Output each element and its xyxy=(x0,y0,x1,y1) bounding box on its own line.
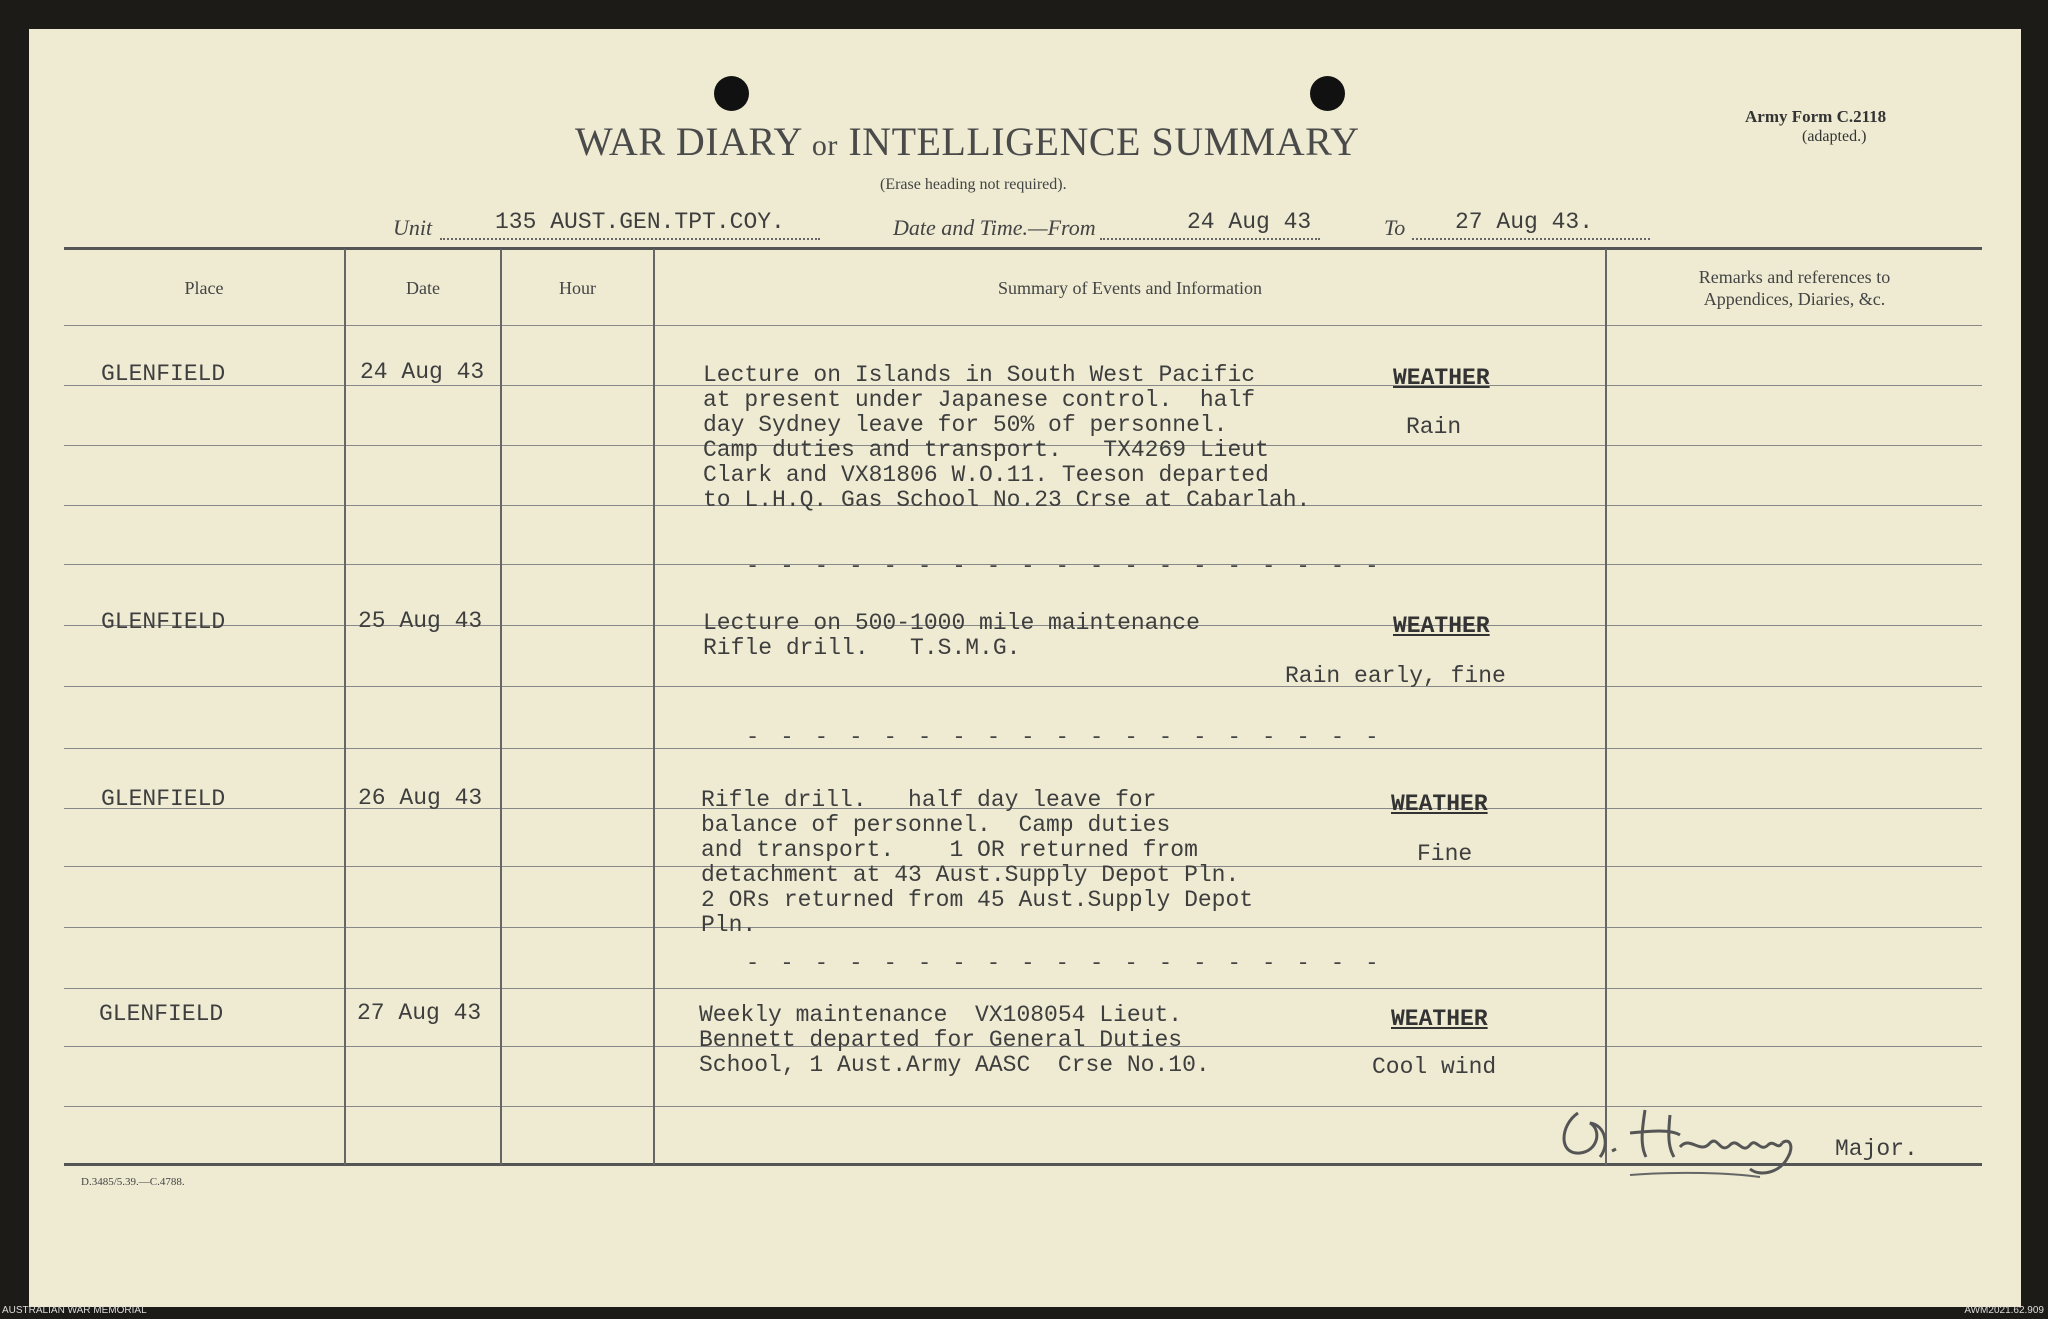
column-header-summary: Summary of Events and Information xyxy=(998,278,1262,298)
ruled-line xyxy=(64,686,1982,687)
entry-2-weather: Rain early, fine xyxy=(1285,663,1506,689)
title-or: or xyxy=(811,129,838,162)
column-header-remarks-line-1: Remarks and references to xyxy=(1698,267,1891,287)
signatory-rank: Major. xyxy=(1835,1136,1918,1162)
form-number: Army Form C.2118 xyxy=(1745,107,1887,126)
column-divider-summary-remarks xyxy=(1605,249,1607,1165)
entry-4-date: 27 Aug 43 xyxy=(357,1000,482,1026)
from-value: 24 Aug 43 xyxy=(1187,209,1312,235)
column-divider-place-date xyxy=(344,249,346,1165)
table-top-border xyxy=(64,247,1982,250)
entry-1-summary: Lecture on Islands in South West Pacific at present under Japanese control. half day Sydney leave for 50% of personnel. Camp duties and transport. TX4269 Lieut Clark and VX81806 W.O.11. Teeson departed to L.H.Q. Gas School No.23 Crse at Cabarlah. xyxy=(703,362,1311,513)
title-rest: INTELLIGENCE SUMMARY xyxy=(848,119,1360,164)
to-dotted-line xyxy=(1412,238,1650,240)
entry-3-place: GLENFIELD xyxy=(101,786,226,812)
to-label: To xyxy=(1384,215,1406,240)
date-time-label: Date and Time.—From xyxy=(893,215,1096,240)
unit-label: Unit xyxy=(393,215,433,240)
entry-2-date: 25 Aug 43 xyxy=(358,608,483,634)
column-divider-hour-summary xyxy=(653,249,655,1165)
punch-hole-right xyxy=(1310,76,1345,111)
unit-dotted-line xyxy=(440,238,820,240)
entry-3-date: 26 Aug 43 xyxy=(358,785,483,811)
column-header-remarks-line-2: Appendices, Diaries, &c. xyxy=(1703,289,1886,309)
entry-2-weather-label: WEATHER xyxy=(1393,613,1490,639)
entry-4-weather-label: WEATHER xyxy=(1391,1006,1488,1032)
ruled-line xyxy=(64,988,1982,989)
page-title xyxy=(575,118,1359,165)
entry-3-summary: Rifle drill. half day leave for balance of personnel. Camp duties and transport. 1 OR returned from detachment at 43 Aust.Supply Depot Pln. 2 ORs returned from 45 Aust.Supply Depot Pln. xyxy=(701,787,1254,938)
credit-right: AWM2021.62.909 xyxy=(1964,1305,2044,1316)
header-bottom-rule xyxy=(64,325,1982,326)
column-header-hour: Hour xyxy=(559,278,596,298)
from-dotted-line xyxy=(1100,238,1320,240)
entry-3-weather: Fine xyxy=(1417,841,1473,867)
entry-2-place: GLENFIELD xyxy=(101,609,226,635)
entry-1-weather-label: WEATHER xyxy=(1393,365,1490,391)
print-code: D.3485/5.39.—C.4788. xyxy=(81,1176,185,1188)
subtitle: (Erase heading not required). xyxy=(880,176,1067,193)
entry-4-summary: Weekly maintenance VX108054 Lieut. Bennett departed for General Duties School, 1 Aust.Army AASC Crse No.10. xyxy=(699,1002,1210,1078)
punch-hole-left xyxy=(714,76,749,111)
entry-1-place: GLENFIELD xyxy=(101,361,226,387)
form-adapted: (adapted.) xyxy=(1802,128,1867,145)
column-header-date: Date xyxy=(406,278,440,298)
entry-2-summary: Lecture on 500-1000 mile maintenance Rifle drill. T.S.M.G. xyxy=(703,610,1200,661)
entry-1-date: 24 Aug 43 xyxy=(360,359,485,385)
entry-1-separator: - - - - - - - - - - - - - - - - - - - xyxy=(746,554,1383,579)
entry-4-weather: Cool wind xyxy=(1372,1054,1497,1080)
entry-3-separator: - - - - - - - - - - - - - - - - - - - xyxy=(746,951,1383,976)
credit-left: AUSTRALIAN WAR MEMORIAL xyxy=(2,1305,147,1316)
unit-value: 135 AUST.GEN.TPT.COY. xyxy=(495,209,785,235)
column-header-place: Place xyxy=(184,278,224,298)
entry-4-place: GLENFIELD xyxy=(99,1001,224,1027)
column-divider-date-hour xyxy=(500,249,502,1165)
signature-image xyxy=(1550,1085,1840,1180)
entry-1-weather: Rain xyxy=(1406,414,1462,440)
title-main: WAR DIARY xyxy=(575,119,802,164)
entry-2-separator: - - - - - - - - - - - - - - - - - - - xyxy=(746,725,1383,750)
entry-3-weather-label: WEATHER xyxy=(1391,791,1488,817)
to-value: 27 Aug 43. xyxy=(1455,209,1594,235)
